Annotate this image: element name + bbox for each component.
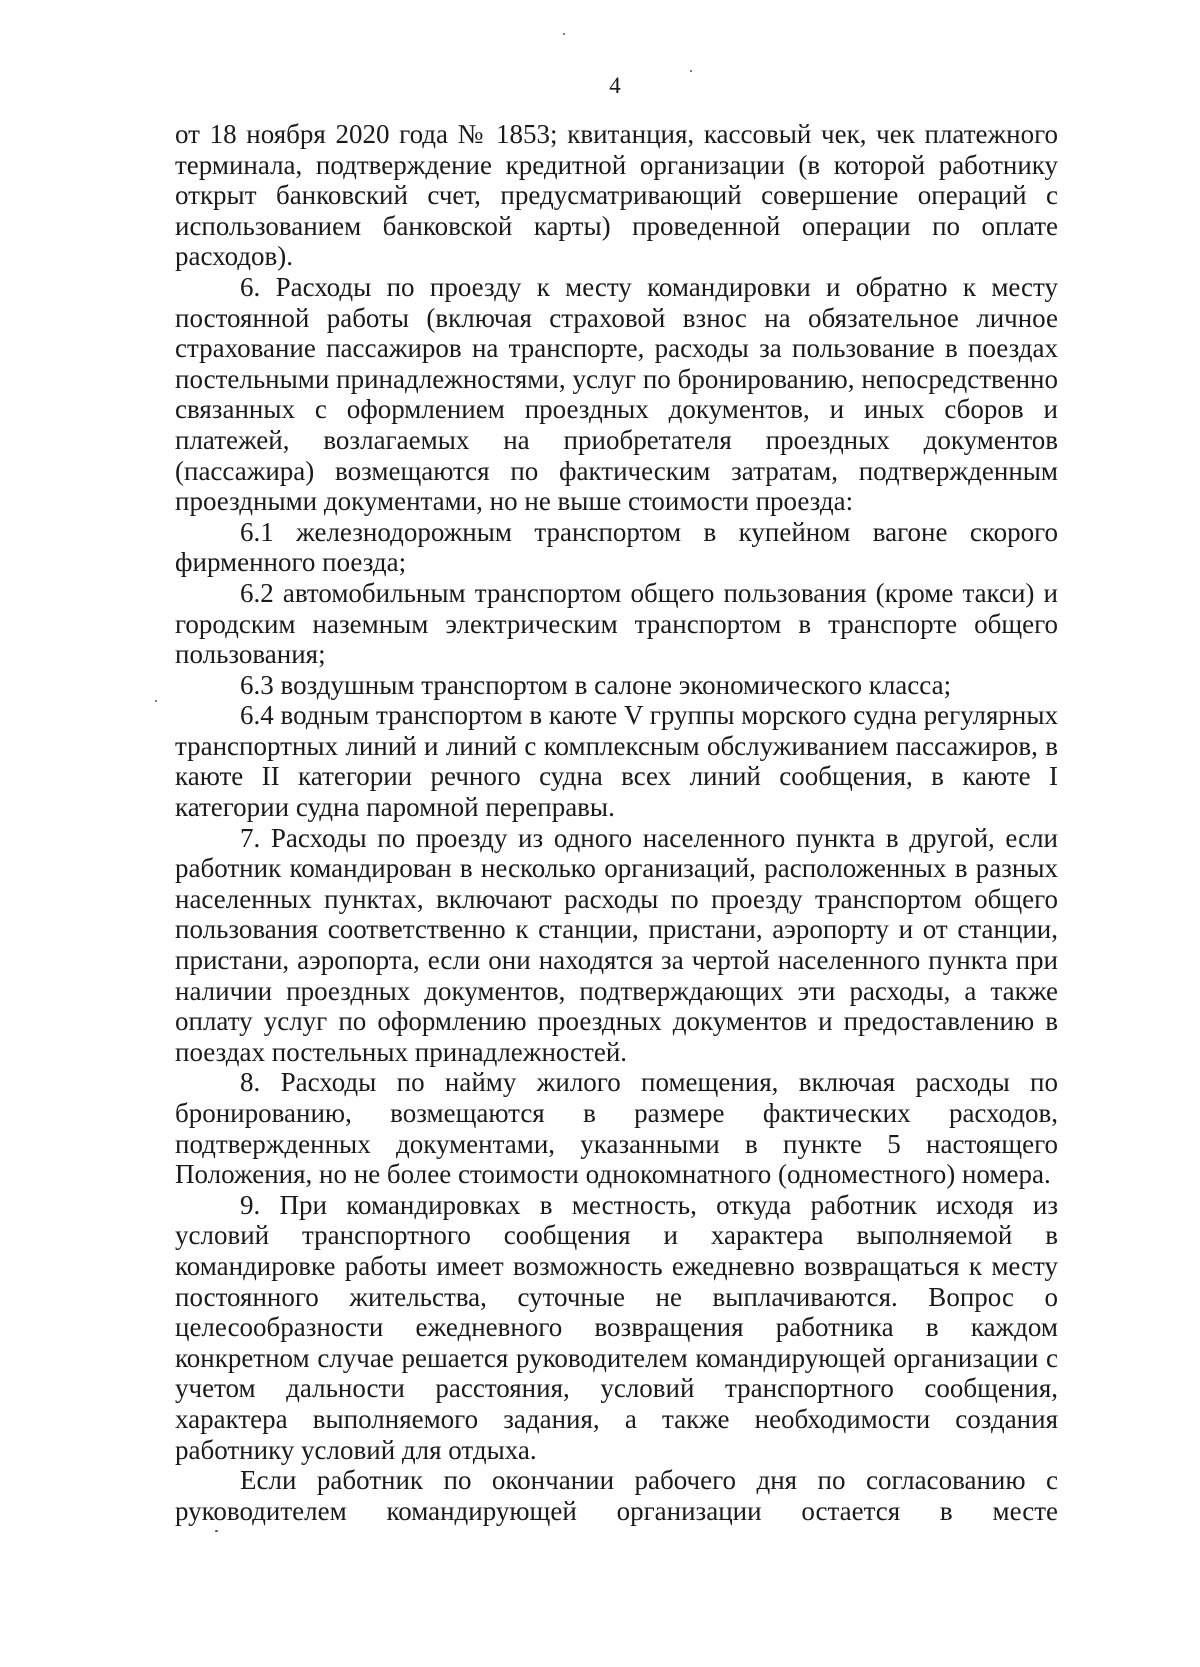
paragraph-item-7: 7. Расходы по проезду из одного населенного пункта в другой, если работник командирован в несколько организаций, расположенных в разных населенных пунктах, включают расходы по проезду транспортом общего пользования соответственно к станции, пристани, аэропорту и от станции, пристани, аэропорта, если они находятся за чертой населенного пункта при наличии проездных документов, подтверждающих эти расходы, а также оплату услуг по оформлению проездных документов и предоставлению в поездах постельных принадлежностей. xyxy=(175,822,1058,1067)
paragraph-overnight-stay: Если работник по окончании рабочего дня по согласованию с руководителем командирующей организации остается в месте xyxy=(175,1465,1058,1526)
paragraph-item-6-2: 6.2 автомобильным транспортом общего пользования (кроме такси) и городским наземным электрическим транспортом в транспорте общего пользования; xyxy=(175,577,1058,670)
paragraph-item-6-3: 6.3 воздушным транспортом в салоне экономического класса; xyxy=(240,669,952,700)
paragraph-continuation: от 18 ноября 2020 года № 1853; квитанция, кассовый чек, чек платежного терминала, подтверждение кредитной организации (в которой работнику открыт банковский счет, предусматривающий совершение операций с использованием банковской карты) проведенной операции по оплате расходов). xyxy=(175,119,1058,272)
paragraph-item-6-1: 6.1 железнодорожным транспортом в купейном вагоне скорого фирменного поезда; xyxy=(175,516,1058,578)
scan-speck xyxy=(215,1530,218,1532)
paragraph-item-8: 8. Расходы по найму жилого помещения, включая расходы по бронированию, возмещаются в размере фактических расходов, подтвержденных документами, указанными в пункте 5 настоящего Положения, но не более стоимости однокомнатного (одноместного) номера. xyxy=(175,1067,1058,1190)
scan-speck xyxy=(155,700,157,702)
page-number: 4 xyxy=(609,73,621,98)
scan-speck xyxy=(690,70,692,72)
paragraph-item-9: 9. При командировках в местность, откуда работник исходя из условий транспортного сообщения и характера выполняемой в командировке работы имеет возможность ежедневно возвращаться к месту постоянного жительства, суточные не выплачиваются. Вопрос о целесообразности ежедневного возвращения работника в каждом конкретном случае решается руководителем командирующей организации с учетом дальности расстояния, условий транспортного сообщения, характера выполняемого задания, а также необходимости создания работнику условий для отдыха. xyxy=(175,1189,1058,1465)
scan-speck xyxy=(563,33,565,35)
paragraph-item-6-4: 6.4 водным транспортом в каюте V группы морского судна регулярных транспортных линий и линий с комплексным обслуживанием пассажиров, в каюте II категории речного судна всех линий сообщения, в каюте I категории судна паромной переправы. xyxy=(175,700,1058,823)
document-body xyxy=(175,119,1058,1526)
paragraph-item-6: 6. Расходы по проезду к месту командировки и обратно к месту постоянной работы (включая страховой взнос на обязательное личное страхование пассажиров на транспорте, расходы за пользование в поездах постельными принадлежностями, услуг по бронированию, непосредственно связанных с оформлением проездных документов, и иных сборов и платежей, возлагаемых на приобретателя проездных документов (пассажира) возмещаются по фактическим затратам, подтвержденным проездными документами, но не выше стоимости проезда: xyxy=(175,271,1058,517)
